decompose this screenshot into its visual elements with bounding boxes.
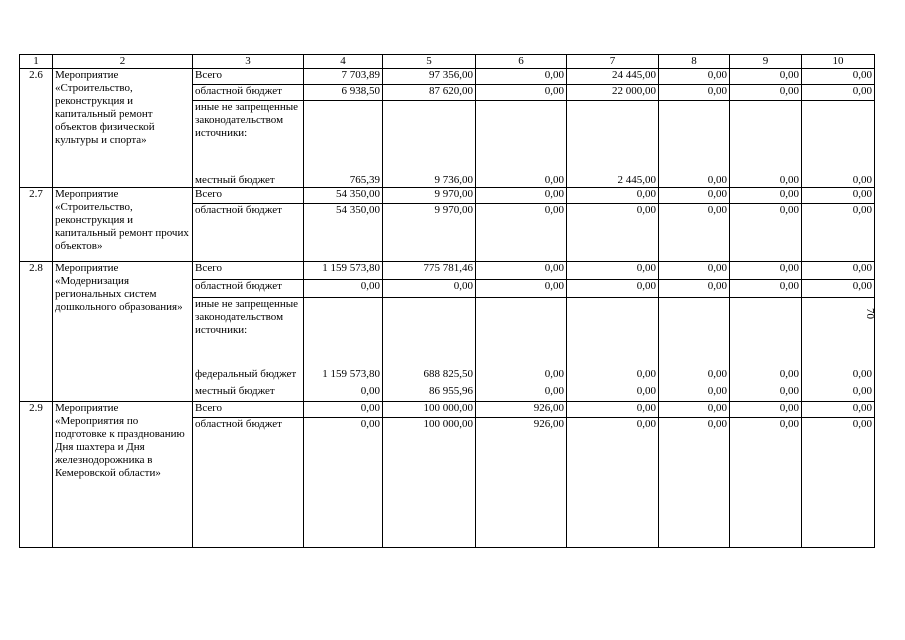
value-cell: 0,00 [730,262,802,280]
value-cell: 765,39 [304,171,383,188]
section-title: Мероприятие «Модернизация региональных систем дошкольного образования» [53,262,193,402]
value-cell: 0,00 [567,418,659,548]
value-cell: 926,00 [476,418,567,548]
value-cell: 775 781,46 [383,262,476,280]
value-cell: 0,00 [802,385,875,402]
value-cell: 0,00 [730,171,802,188]
value-cell [659,298,730,368]
value-cell [476,298,567,368]
source-label: иные не запрещенные законодательством источники: [193,298,304,368]
source-label: областной бюджет [193,280,304,298]
source-label: областной бюджет [193,418,304,548]
header-cell: 3 [193,55,304,69]
value-cell [567,298,659,368]
header-cell: 9 [730,55,802,69]
value-cell [730,298,802,368]
value-cell: 0,00 [730,368,802,385]
value-cell: 0,00 [476,204,567,262]
value-cell: 0,00 [659,262,730,280]
value-cell: 9 970,00 [383,188,476,204]
value-cell [567,101,659,171]
value-cell: 0,00 [567,188,659,204]
value-cell: 0,00 [730,402,802,418]
value-cell: 0,00 [802,85,875,101]
page-number: 70 [864,308,876,319]
value-cell: 0,00 [802,402,875,418]
value-cell: 0,00 [730,69,802,85]
value-cell: 0,00 [730,280,802,298]
source-label: иные не запрещенные законодательством источники: [193,101,304,171]
value-cell: 0,00 [659,69,730,85]
value-cell: 0,00 [567,204,659,262]
value-cell: 87 620,00 [383,85,476,101]
header-cell: 8 [659,55,730,69]
value-cell: 0,00 [476,188,567,204]
value-cell: 926,00 [476,402,567,418]
value-cell: 0,00 [476,368,567,385]
section-title: Мероприятие «Мероприятия по подготовке к празднованию Дня шахтера и Дня железнодорожника в Кемеровской области» [53,402,193,548]
section-number: 2.8 [20,262,53,402]
section-title: Мероприятие «Строительство, реконструкция и капитальный ремонт объектов физической культуры и спорта» [53,69,193,188]
value-cell: 0,00 [730,188,802,204]
value-cell: 0,00 [802,69,875,85]
source-label: местный бюджет [193,171,304,188]
source-label: местный бюджет [193,385,304,402]
value-cell: 0,00 [659,280,730,298]
value-cell: 0,00 [659,85,730,101]
source-label: Всего [193,188,304,204]
value-cell [383,298,476,368]
value-cell: 0,00 [567,262,659,280]
budget-table [19,54,875,548]
value-cell: 0,00 [659,368,730,385]
header-cell: 4 [304,55,383,69]
source-label: областной бюджет [193,85,304,101]
value-cell: 688 825,50 [383,368,476,385]
value-cell: 100 000,00 [383,418,476,548]
value-cell: 0,00 [476,280,567,298]
header-cell: 6 [476,55,567,69]
value-cell: 0,00 [304,418,383,548]
value-cell: 0,00 [730,385,802,402]
value-cell: 86 955,96 [383,385,476,402]
value-cell: 7 703,89 [304,69,383,85]
value-cell: 6 938,50 [304,85,383,101]
value-cell: 0,00 [730,204,802,262]
value-cell: 0,00 [802,204,875,262]
value-cell: 0,00 [476,262,567,280]
table-row [20,262,875,280]
value-cell: 0,00 [730,418,802,548]
value-cell: 54 350,00 [304,204,383,262]
value-cell [304,101,383,171]
section-number: 2.7 [20,188,53,262]
source-label: Всего [193,402,304,418]
header-cell: 7 [567,55,659,69]
value-cell: 0,00 [802,188,875,204]
value-cell: 54 350,00 [304,188,383,204]
section-title: Мероприятие «Строительство, реконструкция и капитальный ремонт прочих объектов» [53,188,193,262]
value-cell: 0,00 [476,85,567,101]
value-cell: 1 159 573,80 [304,368,383,385]
table-row [20,402,875,418]
value-cell: 0,00 [659,204,730,262]
value-cell: 1 159 573,80 [304,262,383,280]
value-cell: 0,00 [659,171,730,188]
value-cell [659,101,730,171]
header-cell: 2 [53,55,193,69]
value-cell: 100 000,00 [383,402,476,418]
value-cell: 22 000,00 [567,85,659,101]
header-row [20,55,875,69]
header-cell: 1 [20,55,53,69]
value-cell: 0,00 [567,280,659,298]
source-label: федеральный бюджет [193,368,304,385]
section-number: 2.9 [20,402,53,548]
value-cell: 0,00 [476,385,567,402]
value-cell [304,298,383,368]
value-cell [802,101,875,171]
value-cell: 0,00 [659,188,730,204]
table-row [20,188,875,204]
source-label: областной бюджет [193,204,304,262]
value-cell: 0,00 [567,402,659,418]
value-cell: 0,00 [802,262,875,280]
value-cell: 0,00 [659,385,730,402]
value-cell: 0,00 [304,385,383,402]
value-cell: 0,00 [476,69,567,85]
value-cell: 24 445,00 [567,69,659,85]
value-cell: 0,00 [802,280,875,298]
value-cell: 97 356,00 [383,69,476,85]
value-cell: 0,00 [802,418,875,548]
value-cell: 9 736,00 [383,171,476,188]
value-cell: 0,00 [476,171,567,188]
value-cell: 2 445,00 [567,171,659,188]
value-cell: 0,00 [383,280,476,298]
value-cell: 0,00 [567,368,659,385]
table-row [20,69,875,85]
value-cell: 0,00 [730,85,802,101]
section-number: 2.6 [20,69,53,188]
value-cell: 0,00 [802,368,875,385]
value-cell [383,101,476,171]
value-cell: 0,00 [304,402,383,418]
source-label: Всего [193,262,304,280]
value-cell: 9 970,00 [383,204,476,262]
value-cell: 0,00 [659,402,730,418]
header-cell: 10 [802,55,875,69]
value-cell: 0,00 [304,280,383,298]
header-cell: 5 [383,55,476,69]
value-cell [476,101,567,171]
source-label: Всего [193,69,304,85]
value-cell: 0,00 [802,171,875,188]
value-cell: 0,00 [659,418,730,548]
value-cell: 0,00 [567,385,659,402]
value-cell [730,101,802,171]
